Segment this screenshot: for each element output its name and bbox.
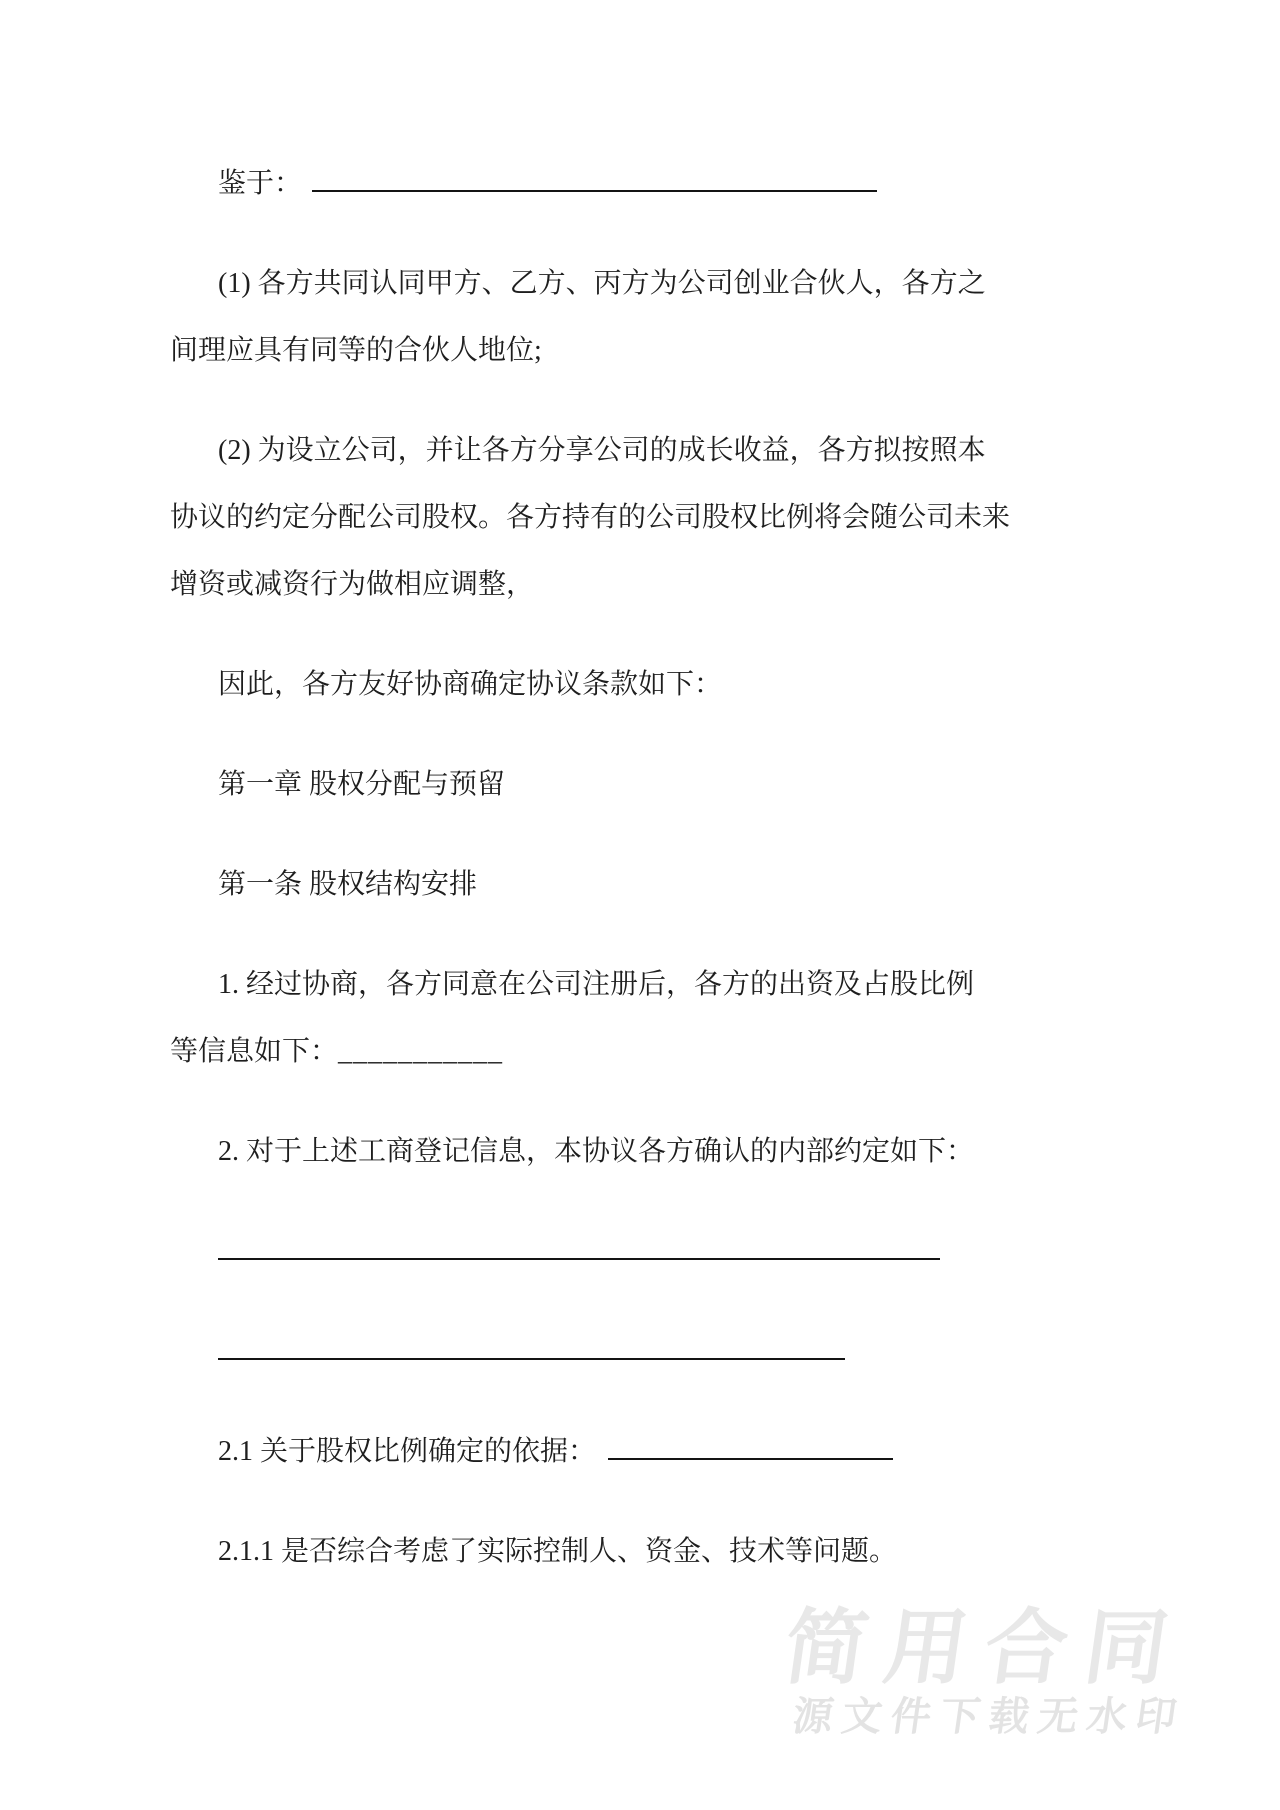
recital-1-line-2: 间理应具有同等的合伙人地位; xyxy=(170,335,542,366)
clause-2-text: 2. 对于上述工商登记信息，本协议各方确认的内部约定如下： xyxy=(218,1136,975,1167)
clause-1-line-1: 1. 经过协商，各方同意在公司注册后，各方的出资及占股比例 xyxy=(218,969,975,1000)
recital-2-line-3: 增资或减资行为做相应调整， xyxy=(170,569,535,600)
article-1-heading-text: 第一条 股权结构安排 xyxy=(218,869,478,900)
clause-1-fill-in-blank: ___________ xyxy=(338,1036,504,1067)
contract-body xyxy=(170,150,1011,1618)
fill-in-line-1 xyxy=(218,1233,940,1260)
watermark-tagline-text: 源文件下载无水印 xyxy=(789,1695,1189,1739)
clause-2-1 xyxy=(170,1418,1000,1485)
clause-1-line-2: 等信息如下： xyxy=(170,1036,339,1067)
fill-in-paragraph-1 xyxy=(170,1218,1000,1285)
whereas-clause xyxy=(170,150,1000,217)
clause-2 xyxy=(170,1118,1000,1185)
whereas-fill-in-line xyxy=(312,165,877,192)
fill-in-line-2 xyxy=(218,1333,845,1360)
fill-in-paragraph-2 xyxy=(170,1318,1000,1385)
recital-2-line-1: (2) 为设立公司，并让各方分享公司的成长收益，各方拟按照本 xyxy=(218,435,986,466)
therefore-clause xyxy=(170,651,1000,718)
clause-1 xyxy=(170,951,1000,1085)
recital-1 xyxy=(170,250,1000,384)
chapter-1-heading xyxy=(170,751,1000,818)
recital-2-line-2: 协议的约定分配公司股权。各方持有的公司股权比例将会随公司未来 xyxy=(170,502,1011,533)
watermark-brand-text: 简用合同 xyxy=(778,1603,1192,1694)
clause-2-1-1-text: 2.1.1 是否综合考虑了实际控制人、资金、技术等问题。 xyxy=(218,1536,898,1567)
chapter-1-heading-text: 第一章 股权分配与预留 xyxy=(218,769,506,800)
clause-2-1-label: 2.1 关于股权比例确定的依据： xyxy=(218,1436,597,1467)
article-1-heading xyxy=(170,851,1000,918)
clause-2-1-fill-in-line xyxy=(608,1433,893,1460)
recital-2 xyxy=(170,417,1011,618)
recital-1-line-1: (1) 各方共同认同甲方、乙方、丙方为公司创业合伙人，各方之 xyxy=(218,268,986,299)
whereas-label: 鉴于： xyxy=(218,168,303,199)
therefore-text: 因此，各方友好协商确定协议条款如下： xyxy=(218,669,723,700)
clause-2-1-1 xyxy=(170,1518,1000,1585)
